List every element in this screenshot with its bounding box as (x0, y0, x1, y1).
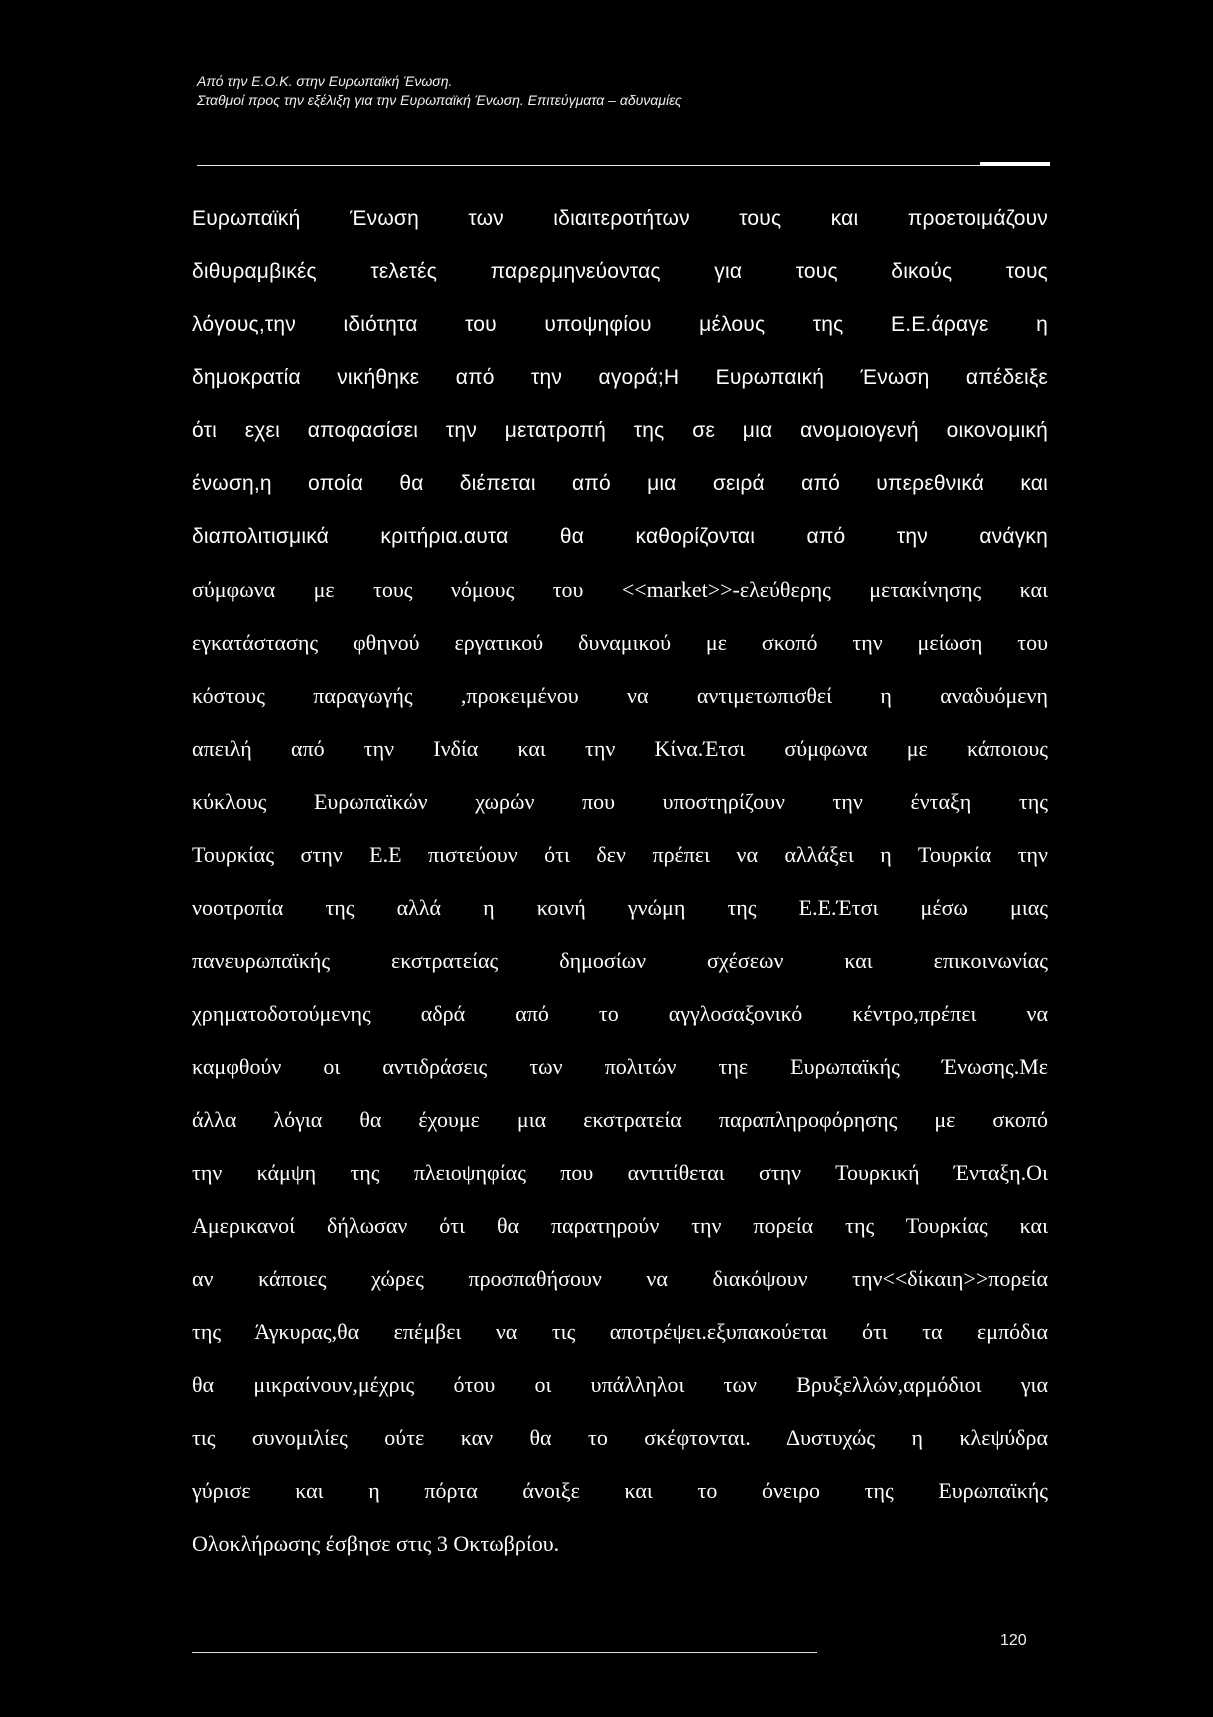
text-line: σύμφωνα με τους νόμους του <<market>>-ελεύθερης μετακίνησης και (192, 577, 1048, 602)
running-header (197, 72, 1097, 110)
text-line: διθυραμβικές τελετές παρερμηνεύοντας για τους δικούς τους (192, 260, 1048, 283)
text-line: νοοτροπία της αλλά η κοινή γνώμη της Ε.Ε.Έτσι μέσω μιας (192, 895, 1048, 920)
text-line: δημοκρατία νικήθηκε από την αγορά;Η Ευρωπαική Ένωση απέδειξε (192, 366, 1048, 389)
text-line: Αμερικανοί δήλωσαν ότι θα παρατηρούν την πορεία της Τουρκίας και (192, 1213, 1048, 1238)
text-line: λόγους,την ιδιότητα του υποψηφίου μέλους της Ε.Ε.άραγε η (192, 313, 1048, 336)
text-line: Ευρωπαϊκή Ένωση των ιδιαιτεροτήτων τους και προετοιμάζουν (192, 207, 1048, 230)
text-line: χρηματοδοτούμενης αδρά από το αγγλοσαξονικό κέντρο,πρέπει να (192, 1001, 1048, 1026)
text-line: κόστους παραγωγής ,προκειμένου να αντιμετωπισθεί η αναδυόμενη (192, 683, 1048, 708)
header-divider-accent (980, 162, 1050, 166)
text-line: Τουρκίας στην Ε.Ε πιστεύουν ότι δεν πρέπει να αλλάξει η Τουρκία την (192, 842, 1048, 867)
text-line: Ολοκλήρωσης έσβησε στις 3 Οκτωβρίου. (192, 1531, 560, 1556)
text-line: διαπολιτισμικά κριτήρια.αυτα θα καθορίζονται από την ανάγκη (192, 525, 1048, 548)
text-line: την κάμψη της πλειοψηφίας που αντιτίθεται στην Τουρκική Ένταξη.Οι (192, 1160, 1048, 1185)
text-line: αν κάποιες χώρες προσπαθήσουν να διακόψουν την<<δίκαιη>>πορεία (192, 1266, 1048, 1291)
text-line: ότι εχει αποφασίσει την μετατροπή της σε μια ανομοιογενή οικονομική (192, 419, 1048, 442)
text-line: πανευρωπαϊκής εκστρατείας δημοσίων σχέσεων και επικοινωνίας (192, 948, 1048, 973)
text-line: καμφθούν οι αντιδράσεις των πολιτών τηε Ευρωπαϊκής Ένωσης.Με (192, 1054, 1048, 1079)
page-number: 120 (1000, 1632, 1027, 1649)
header-divider (197, 165, 1047, 166)
text-line: κύκλους Ευρωπαϊκών χωρών που υποστηρίζουν την ένταξη της (192, 789, 1048, 814)
text-line: απειλή από την Ινδία και την Κίνα.Έτσι σύμφωνα με κάποιους (192, 736, 1048, 761)
header-subtitle: Σταθμοί προς την εξέλιξη για την Ευρωπαϊκή Ένωση. Επιτεύγματα – αδυναμίες (197, 92, 682, 108)
footer-divider (192, 1652, 817, 1653)
text-line: τις συνομιλίες ούτε καν θα το σκέφτονται. Δυστυχώς η κλεψύδρα (192, 1425, 1048, 1450)
text-line: της Άγκυρας,θα επέμβει να τις αποτρέψει.εξυπακούεται ότι τα εμπόδια (192, 1319, 1048, 1344)
text-line: ένωση,η οποία θα διέπεται από μια σειρά από υπερεθνικά και (192, 472, 1048, 495)
text-line: θα μικραίνουν,μέχρις ότου οι υπάλληλοι των Βρυξελλών,αρμόδιοι για (192, 1372, 1048, 1397)
text-line: γύρισε και η πόρτα άνοιξε και το όνειρο της Ευρωπαϊκής (192, 1478, 1048, 1503)
text-line: εγκατάστασης φθηνού εργατικού δυναμικού με σκοπό την μείωση του (192, 630, 1048, 655)
text-line: άλλα λόγια θα έχουμε μια εκστρατεία παραπληροφόρησης με σκοπό (192, 1107, 1048, 1132)
header-title: Από την Ε.Ο.Κ. στην Ευρωπαϊκή Ένωση. (197, 73, 453, 89)
body-text (192, 192, 1048, 1570)
